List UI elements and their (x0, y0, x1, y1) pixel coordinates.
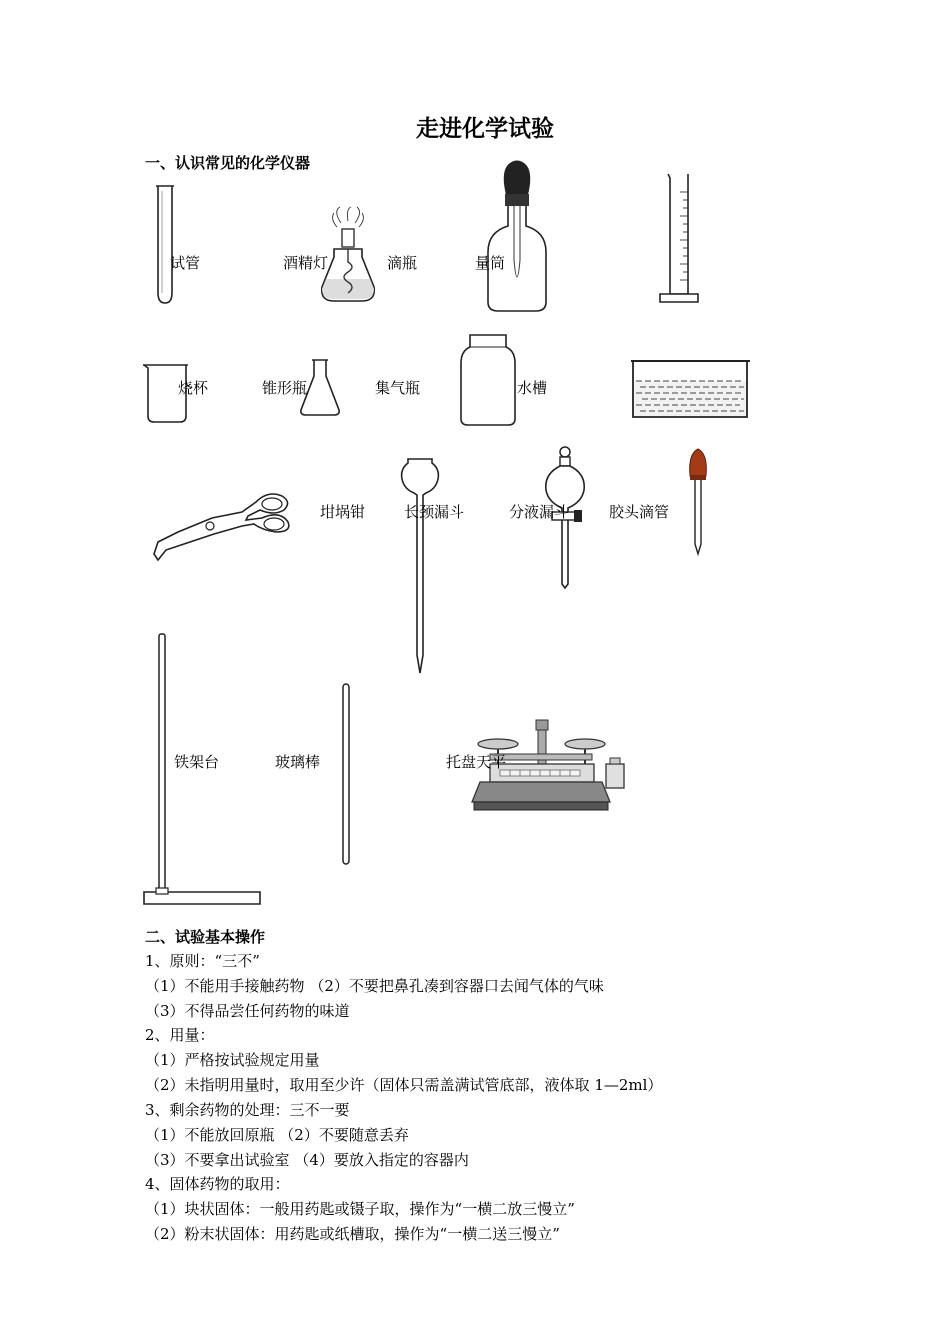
test-tube-icon (152, 183, 182, 308)
instrument-label: 酒精灯 (283, 254, 329, 272)
instrument-label: 胶头滴管 (609, 503, 670, 521)
text-line: （2）粉末状固体：用药匙或纸槽取，操作为“一横二送三慢立” (145, 1225, 560, 1243)
text-line: （3）不要拿出试验室 （4）要放入指定的容器内 (145, 1151, 469, 1169)
instrument-label: 坩埚钳 (320, 503, 366, 521)
instrument-label: 烧杯 (178, 379, 209, 397)
dropper-bottle-icon (486, 160, 548, 315)
instrument-label: 试管 (170, 254, 201, 272)
graduated-cylinder-icon (658, 170, 700, 308)
instrument-label: 量筒 (475, 254, 506, 272)
instrument-label: 锥形瓶 (262, 379, 308, 397)
text-line: （1）块状固体：一般用药匙或镊子取，操作为“一横二放三慢立” (145, 1200, 575, 1218)
instrument-label: 铁架台 (174, 753, 220, 771)
gas-jar-icon (458, 333, 518, 428)
section2-heading: 二、试验基本操作 (145, 928, 266, 946)
rubber-dropper-icon (686, 446, 710, 558)
section1-heading: 一、认识常见的化学仪器 (145, 154, 311, 172)
instrument-label: 长颈漏斗 (404, 503, 465, 521)
instrument-label: 滴瓶 (387, 254, 418, 272)
long-neck-funnel-icon (398, 455, 442, 677)
rule-heading-amount: 2、用量： (145, 1026, 215, 1044)
rule-heading-solid: 4、固体药物的取用： (145, 1175, 290, 1193)
rule-heading-principle: 1、原则：“三不” (145, 952, 260, 970)
instrument-label: 集气瓶 (375, 379, 421, 397)
crucible-tongs-icon (150, 488, 295, 566)
page-title: 走进化学试验 (416, 116, 554, 142)
instrument-label: 水槽 (517, 379, 548, 397)
text-line: （3）不得品尝任何药物的味道 (145, 1002, 350, 1020)
text-line: （1）不能用手接触药物 （2）不要把鼻孔凑到容器口去闻气体的气味 (145, 977, 604, 995)
instrument-label: 分液漏斗 (509, 503, 570, 521)
instrument-label: 托盘天平 (446, 753, 507, 771)
instrument-label: 玻璃棒 (275, 753, 321, 771)
rule-heading-leftover: 3、剩余药物的处理：三不一要 (145, 1101, 350, 1119)
text-line: （1）不能放回原瓶 （2）不要随意丢弃 (145, 1126, 409, 1144)
glass-rod-icon (341, 682, 353, 868)
water-trough-icon (630, 357, 752, 421)
text-line: （2）未指明用量时，取用至少许（固体只需盖满试管底部，液体取 1—2ml） (145, 1076, 663, 1094)
text-line: （1）严格按试验规定用量 (145, 1051, 320, 1069)
